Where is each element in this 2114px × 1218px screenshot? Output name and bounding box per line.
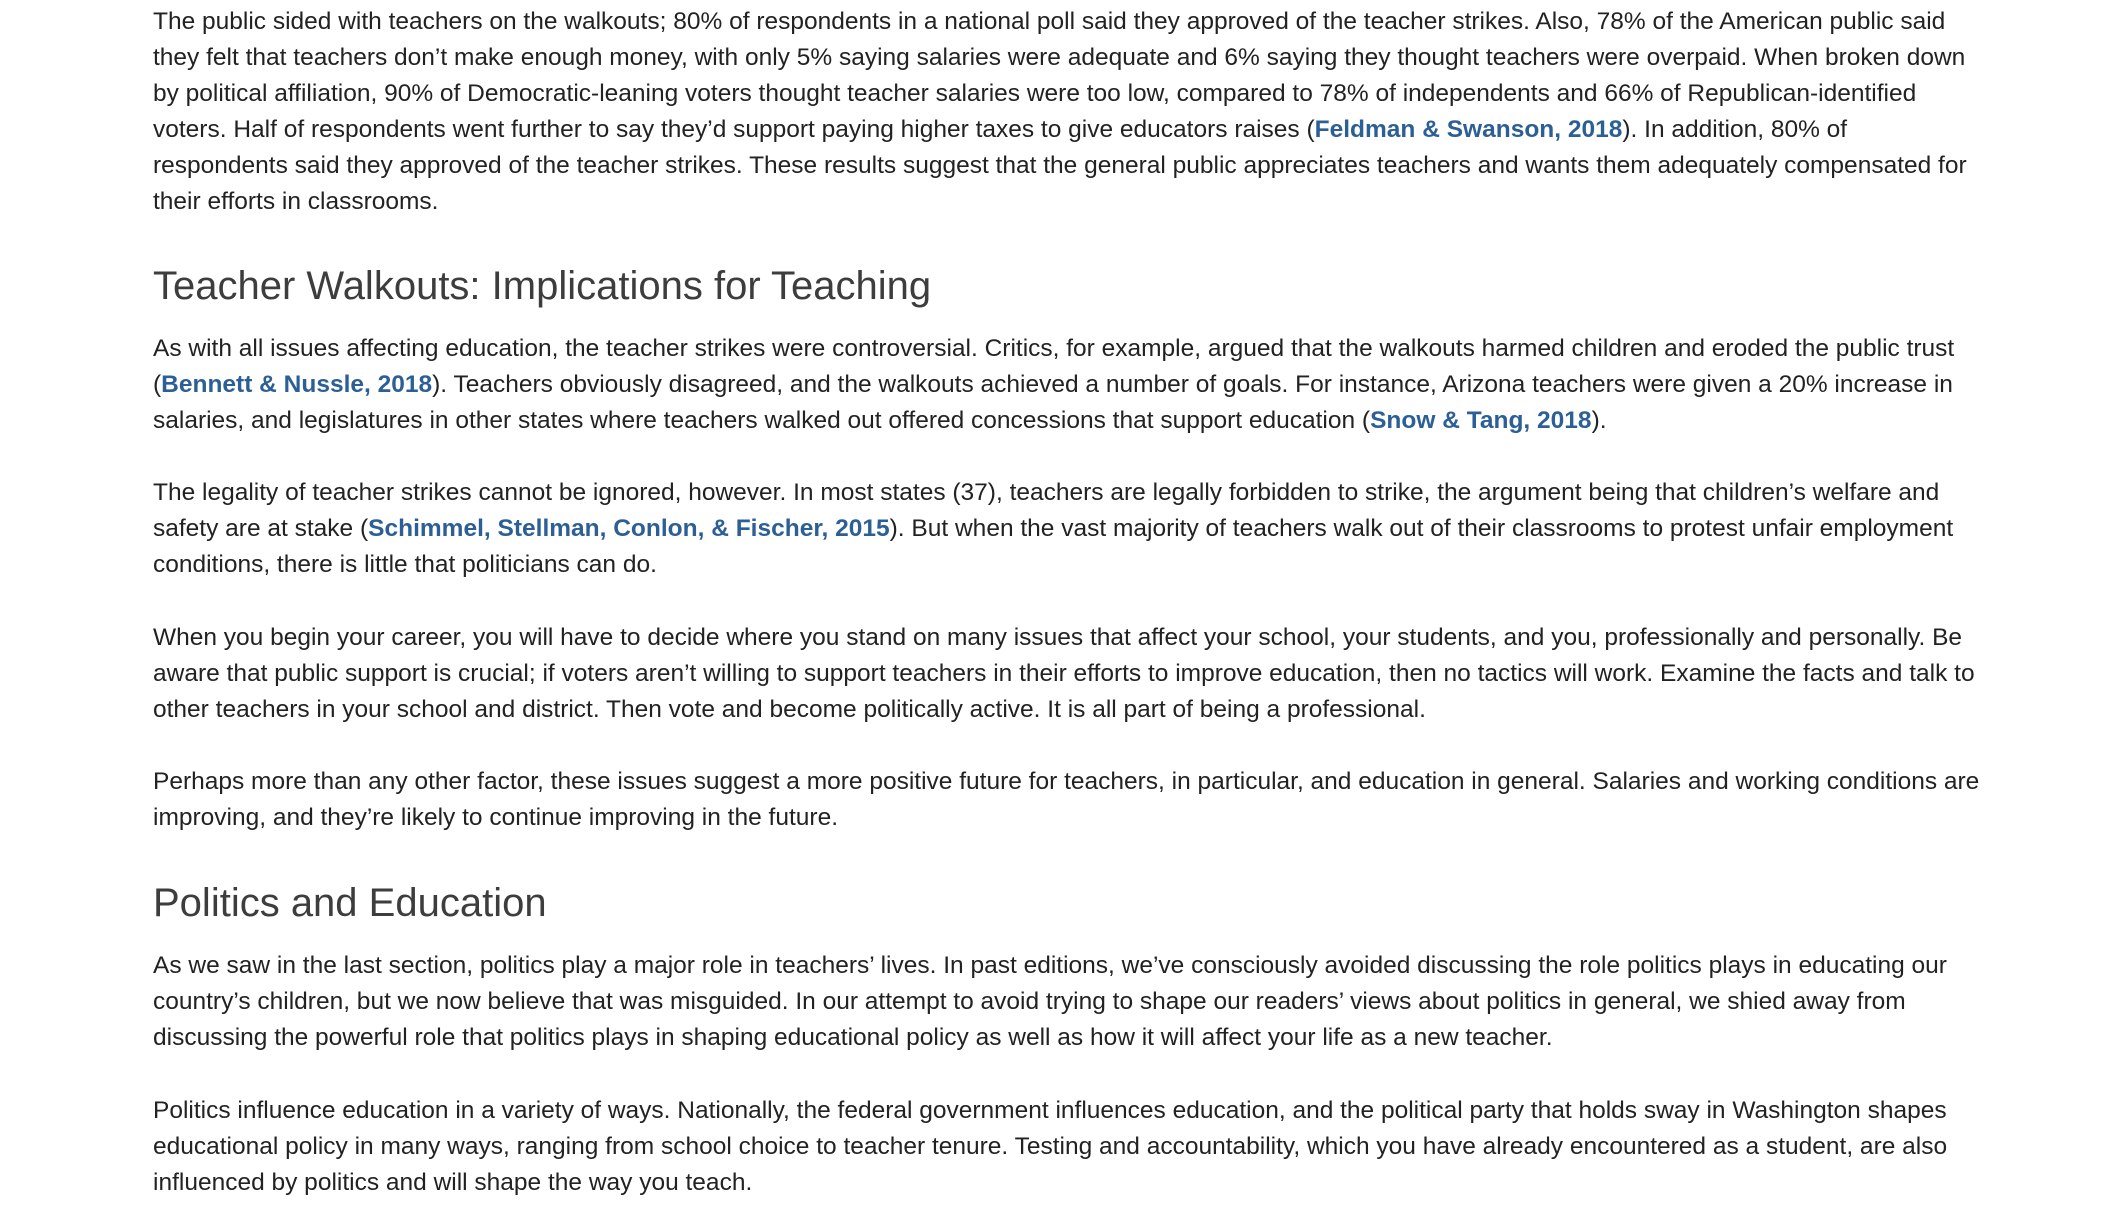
paragraph-positive-future — [153, 764, 1983, 836]
citation-link-bennett-nussle[interactable]: Bennett & Nussle, 2018 — [161, 371, 433, 398]
text-segment: ). Teachers obviously disagreed, and the walkouts achieved a number of goals. For instance, Arizona teachers were given a 20% increase in salaries, and legislatures in other states where teachers walked out offered concessions that support education ( — [153, 371, 1953, 434]
text-segment: ). But when the vast majority of teachers walk out of their classrooms to protest unfair employment conditions, there is little that politicians can do. — [153, 515, 1954, 578]
text-segment: ). — [1591, 407, 1607, 434]
paragraph-politics-role — [153, 948, 1983, 1056]
text-segment: The legality of teacher strikes cannot be ignored, however. In most states (37), teachers are legally forbidden to strike, the argument being that children’s welfare and safety are at stake ( — [153, 479, 1940, 542]
text-segment: As with all issues affecting education, the teacher strikes were controversial. Critics, for example, argued that the walkouts harmed children and eroded the public trust ( — [153, 335, 1955, 398]
paragraph-politics-influence — [153, 1093, 1983, 1201]
paragraph-controversy — [153, 331, 1983, 439]
text-segment: ). In addition, 80% of respondents said they approved of the teacher strikes. These results suggest that the general public appreciates teachers and wants them adequately compensated for their efforts in classrooms. — [153, 116, 1967, 215]
text-segment: As we saw in the last section, politics play a major role in teachers’ lives. In past editions, we’ve consciously avoided discussing the role politics plays in educating our country’s children, but we now believe that was misguided. In our attempt to avoid trying to shape our readers’ views about politics in general, we shied away from discussing the powerful role that politics plays in shaping educational policy as well as how it will affect your life as a new teacher. — [153, 952, 1947, 1051]
citation-link-feldman-swanson[interactable]: Feldman & Swanson, 2018 — [1314, 116, 1623, 143]
citation-link-schimmel-et-al[interactable]: Schimmel, Stellman, Conlon, & Fischer, 2015 — [368, 515, 890, 542]
text-segment: Perhaps more than any other factor, these issues suggest a more positive future for teachers, in particular, and education in general. Salaries and working conditions are improving, and they’re likely to continue improving in the future. — [153, 768, 1980, 831]
paragraph-public-opinion — [153, 4, 1983, 220]
paragraph-career-advice — [153, 620, 1983, 728]
text-segment: The public sided with teachers on the walkouts; 80% of respondents in a national poll said they approved of the teacher strikes. Also, 78% of the American public said they felt that teachers don’t make enough money, with only 5% saying salaries were adequate and 6% saying they thought teachers were overpaid. When broken down by political affiliation, 90% of Democratic-leaning voters thought teacher salaries were too low, compared to 78% of independents and 66% of Republican-identified voters. Half of respondents went further to say they’d support paying higher taxes to give educators raises ( — [153, 8, 1966, 143]
citation-link-snow-tang[interactable]: Snow & Tang, 2018 — [1370, 407, 1592, 434]
text-segment: When you begin your career, you will have to decide where you stand on many issues that affect your school, your students, and you, professionally and personally. Be aware that public support is crucial; if voters aren’t willing to support teachers in their efforts to improve education, then no tactics will work. Examine the facts and talk to other teachers in your school and district. Then vote and become politically active. It is all part of being a professional. — [153, 624, 1975, 723]
text-segment: Politics influence education in a variety of ways. Nationally, the federal government influences education, and the political party that holds sway in Washington shapes educational policy in many ways, ranging from school choice to teacher tenure. Testing and accountability, which you have already encountered as a student, are also influenced by politics and will shape the way you teach. — [153, 1097, 1948, 1196]
paragraph-legality — [153, 475, 1983, 583]
section-heading-teacher-walkouts: Teacher Walkouts: Implications for Teaching — [153, 264, 932, 308]
section-heading-politics-education: Politics and Education — [153, 881, 547, 925]
